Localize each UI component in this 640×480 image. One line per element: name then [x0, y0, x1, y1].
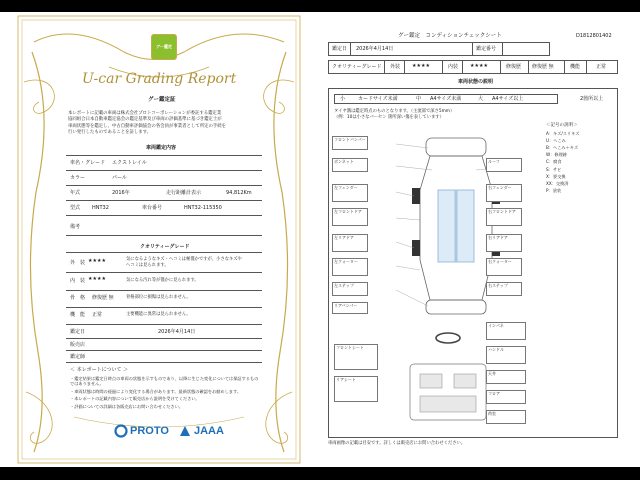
certificate-notes: ＜ 本レポートについて ＞ ・鑑定結果は鑑定日時点の車両の状態を示すものであり、以降に生じた変化については保証するものではありません。 ・車両状態は時間の経過により変化する場合があります。最新状態の確認をお勧めします。 ・本レポートの記載内容について販売店から説明を受けてください。 ・評価についての詳細は各販売店にお問い合わせください。	[70, 367, 259, 409]
goo-logo: グー鑑定	[151, 34, 177, 60]
proto-mark-icon	[114, 424, 128, 438]
jaaa-mark-icon	[178, 424, 192, 438]
certificate-intro: 本レポートに記載の車両は株式会社プロトコーポレーションが委託する鑑定業 協同組合日本自動車鑑定協会の鑑定基準及び車両の評価基準に基づき鑑定士が 車両状態等を鑑定し、中古自動車評価協会の各会員が事業者として所定の手続を 行い発行したものであることを証します。	[68, 111, 227, 136]
condition-check-sheet: グー鑑定 コンディションチェックシート D1812801402 鑑定日 2026年4月14日 鑑定番号 クオリティーグレード 外装 ★★★★ 内装 ★★★★ 修復歴 修復歴 無 機能 正常 車両状態の説明 小 カードサイズ未満 中 A4サイズ未満 大 A4サイズ以上 2箇所以上 タイヤ溝は鑑定時点のものとなります。（主流部で深さ5mm） （例：10は小さなバーセン 箇所深い傷を表しています） ＜記号の説明＞ A：キズ/スリキズ U：へこみ B：へこみ＋キズ W：修理跡 C：腐食 S：サビ X：要交換 XX：交換済 P：塗装 フロントバンパー ボンネット 左フェンダー 左フロントドア 左リアドア 左クォーター 左ステップ リアバンパー ルーフ 右フェンダー 右フロントドア 右リアドア 右クォーター 右ステップ フロントシート リアシート インパネ ハンドル 天井 フロア 荷室 車両画像の記載は目安です。詳しくは販売店にお問い合わせください。	[318, 12, 634, 467]
sheet-id: D1812801402	[576, 33, 612, 39]
sheet-title: グー鑑定 コンディションチェックシート	[398, 33, 502, 39]
vehicle-heading: 車両鑑定内容	[146, 145, 177, 151]
jaaa-logo: JAAA	[178, 424, 224, 438]
report-sheet	[0, 12, 640, 467]
certificate-title: U-car Grading Report	[82, 71, 237, 87]
grading-certificate: グー鑑定 U-car Grading Report グー鑑定証 本レポートに記載の車両は株式会社プロトコーポレーションが委託する鑑定業 協同組合日本自動車鑑定協会の鑑定基準及び車両の評価基準に基づき鑑定士が 車両状態等を鑑定し、中古自動車評価協会の各会員が事業者として所定の手続を 行い発行したものであることを証します。 車両鑑定内容 車名・グレード エクストレイル カラー パール 年式 2016年 走行距離計表示 94,812Km 型式 HNT32 車台番号 HNT32-115350 備考 クオリティーグレード 外 装 ★★★★ 気になるようなキズ・ヘコミは極僅かですが、小さなキズや ヘコミは見られます。 内 装 ★★★★ 気になる汚れ等が僅かに見られます。 骨 格 修復歴 無 骨格部位に損傷は見られません。 機 能 正常 主要機能に異常は見られません。 鑑定日 2026年4月14日 販売店 鑑定師 ＜ 本レポートについて ＞ ・鑑定結果は鑑定日時点の車両の状態を示すものであり、以降に生じた変化については保証するものではありません。 ・車両状態は時間の経過により変化する場合があります。最新状態の確認をお勧めします。 ・本レポートの記載内容について販売店から説明を受けてください。 ・評価についての詳細は各販売店にお問い合わせください。 PROTO JAAA	[14, 12, 304, 467]
certificate-subtitle: グー鑑定証	[148, 97, 176, 103]
proto-logo: PROTO	[114, 424, 169, 438]
car-exterior-diagram	[356, 130, 556, 320]
steering-wheel-icon	[436, 333, 460, 343]
quality-heading: クオリティーグレード	[140, 244, 190, 250]
symbol-legend: ＜記号の説明＞ A：キズ/スリキズ U：へこみ B：へこみ＋キズ W：修理跡 C：腐食 S：サビ X：要交換 XX：交換済 P：塗装	[546, 123, 580, 194]
condition-heading: 車両状態の説明	[458, 79, 494, 85]
car-interior-diagram	[398, 330, 498, 430]
sheet-footer: 車両画像の記載は目安です。詳しくは販売店にお問い合わせください。	[328, 441, 466, 446]
